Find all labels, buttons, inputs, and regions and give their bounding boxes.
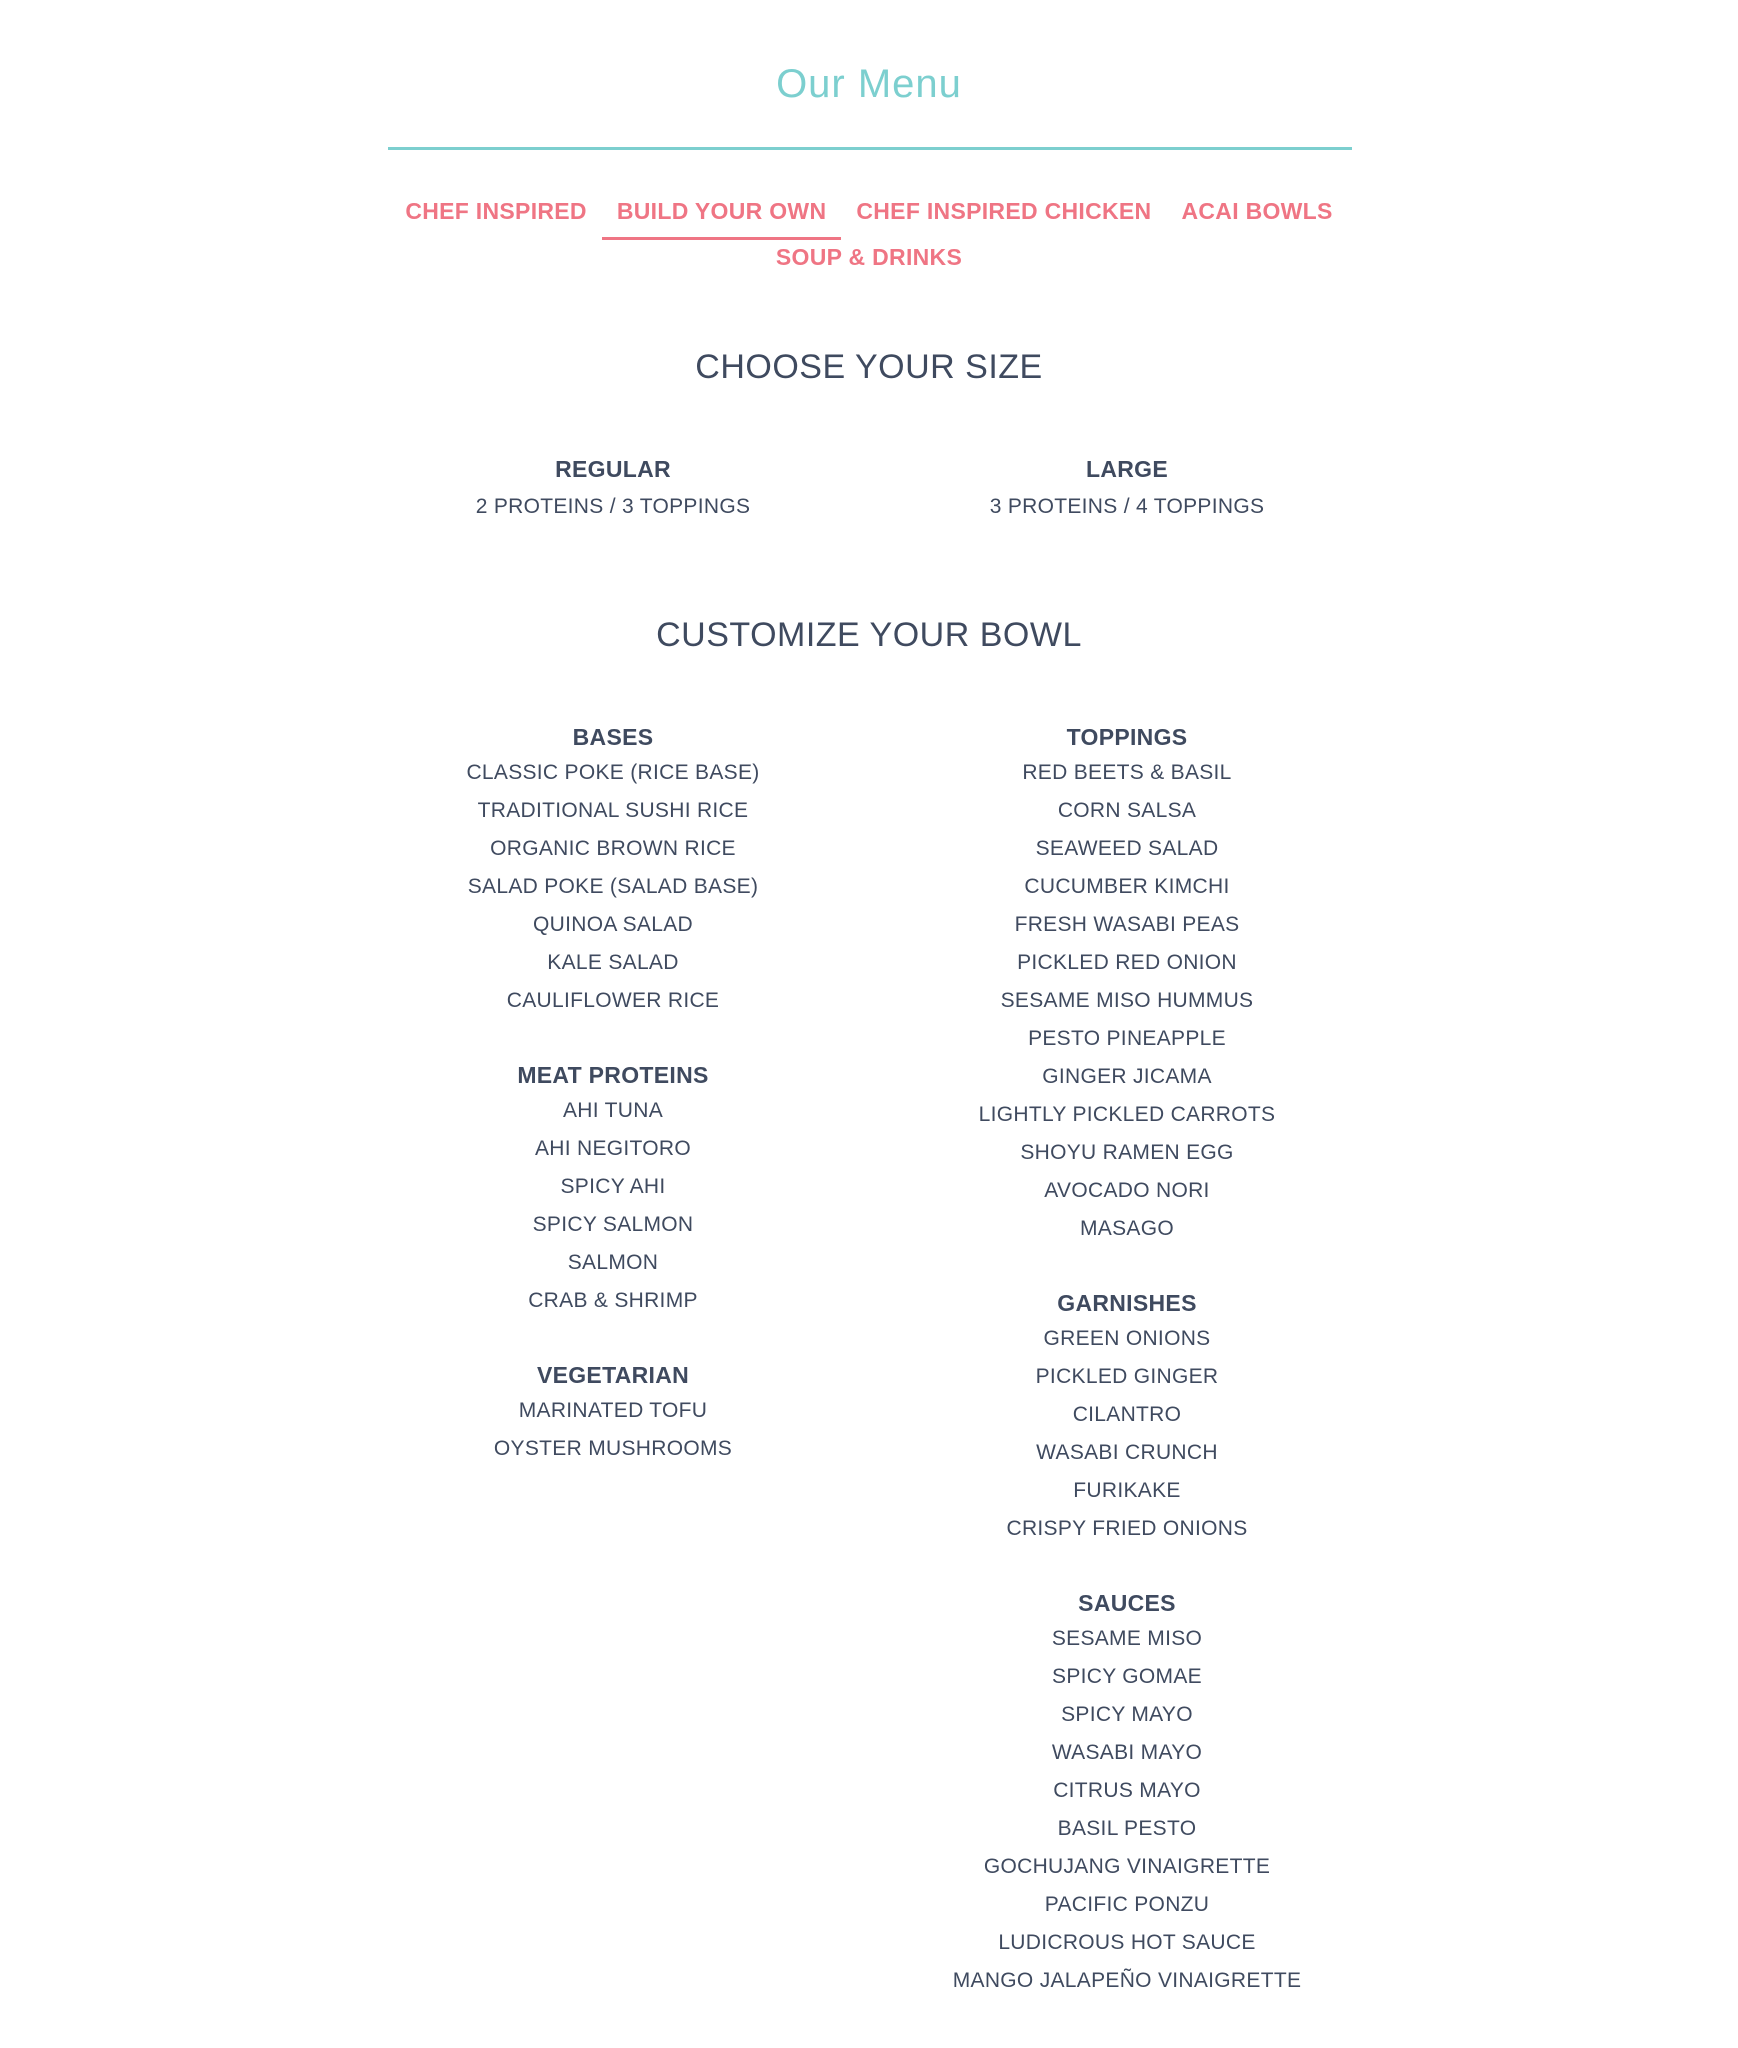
list-item: PACIFIC PONZU	[1044, 1893, 1210, 1916]
list-item: MARINATED TOFU	[518, 1399, 708, 1422]
list-item: MASAGO	[1080, 1217, 1174, 1240]
list-item: LUDICROUS HOT SAUCE	[998, 1931, 1256, 1954]
group-heading: TOPPINGS	[1066, 724, 1188, 750]
title-divider	[388, 147, 1352, 150]
list-item: GREEN ONIONS	[1043, 1327, 1211, 1350]
tab-chef-inspired[interactable]: CHEF INSPIRED	[405, 198, 587, 224]
list-item: AHI NEGITORO	[534, 1137, 692, 1160]
list-item: RED BEETS & BASIL	[1022, 761, 1232, 784]
list-item: CORN SALSA	[1057, 799, 1197, 822]
list-item: PESTO PINEAPPLE	[1028, 1027, 1226, 1050]
list-item: WASABI MAYO	[1051, 1741, 1203, 1764]
tab-acai-bowls[interactable]: ACAI BOWLS	[1181, 198, 1333, 224]
menu-tabs-row-2	[0, 244, 1738, 286]
group-heading: BASES	[572, 724, 654, 750]
list-item: FURIKAKE	[1073, 1479, 1181, 1502]
list-item: PICKLED GINGER	[1035, 1365, 1219, 1388]
list-item: WASABI CRUNCH	[1036, 1441, 1218, 1464]
list-item: SESAME MISO HUMMUS	[1000, 989, 1254, 1012]
customize-right-column	[867, 720, 1387, 2038]
list-item: SPICY AHI	[560, 1175, 666, 1198]
group-meat-proteins	[353, 1058, 873, 1320]
group-sauces	[867, 1586, 1387, 2000]
list-item: SALAD POKE (SALAD BASE)	[467, 875, 759, 898]
list-item: SHOYU RAMEN EGG	[1020, 1141, 1234, 1164]
size-large	[867, 456, 1387, 519]
group-heading: SAUCES	[1078, 1590, 1176, 1616]
list-item: CUCUMBER KIMCHI	[1024, 875, 1230, 898]
list-item: SPICY SALMON	[532, 1213, 694, 1236]
customize-heading: CUSTOMIZE YOUR BOWL	[656, 616, 1082, 654]
group-heading: GARNISHES	[1057, 1290, 1197, 1316]
size-regular	[353, 456, 873, 519]
list-item: FRESH WASABI PEAS	[1014, 913, 1240, 936]
list-item: SALMON	[567, 1251, 659, 1274]
list-item: SESAME MISO	[1051, 1627, 1203, 1650]
tab-chef-inspired-chicken[interactable]: CHEF INSPIRED CHICKEN	[856, 198, 1152, 224]
list-item: SPICY MAYO	[1061, 1703, 1193, 1726]
list-item: QUINOA SALAD	[533, 913, 693, 936]
group-bases	[353, 720, 873, 1020]
size-regular-desc: 2 PROTEINS / 3 TOPPINGS	[475, 495, 751, 518]
list-item: AHI TUNA	[562, 1099, 664, 1122]
list-item: KALE SALAD	[547, 951, 679, 974]
group-heading: VEGETARIAN	[536, 1362, 690, 1388]
size-large-desc: 3 PROTEINS / 4 TOPPINGS	[989, 495, 1265, 518]
customize-left-column	[353, 720, 873, 1506]
list-item: GINGER JICAMA	[1042, 1065, 1212, 1088]
page-title: Our Menu	[776, 62, 962, 106]
list-item: CILANTRO	[1072, 1403, 1182, 1426]
menu-tabs	[0, 198, 1738, 240]
list-item: GOCHUJANG VINAIGRETTE	[983, 1855, 1271, 1878]
list-item: CITRUS MAYO	[1053, 1779, 1201, 1802]
group-garnishes	[867, 1286, 1387, 1548]
list-item: BASIL PESTO	[1057, 1817, 1197, 1840]
size-large-name: LARGE	[1086, 456, 1168, 482]
choose-size-heading: CHOOSE YOUR SIZE	[695, 348, 1043, 386]
list-item: TRADITIONAL SUSHI RICE	[477, 799, 749, 822]
group-toppings	[867, 720, 1387, 1248]
list-item: ORGANIC BROWN RICE	[490, 837, 736, 860]
list-item: SEAWEED SALAD	[1035, 837, 1219, 860]
list-item: CRISPY FRIED ONIONS	[1006, 1517, 1248, 1540]
list-item: MANGO JALAPEÑO VINAIGRETTE	[952, 1969, 1302, 1992]
list-item: CRAB & SHRIMP	[528, 1289, 698, 1312]
list-item: AVOCADO NORI	[1044, 1179, 1210, 1202]
group-heading: MEAT PROTEINS	[517, 1062, 709, 1088]
list-item: OYSTER MUSHROOMS	[493, 1437, 733, 1460]
tab-soup-and-drinks[interactable]: SOUP & DRINKS	[775, 244, 963, 270]
group-vegetarian	[353, 1358, 873, 1468]
list-item: CAULIFLOWER RICE	[506, 989, 720, 1012]
tab-build-your-own[interactable]: BUILD YOUR OWN	[602, 198, 842, 240]
list-item: SPICY GOMAE	[1052, 1665, 1202, 1688]
size-regular-name: REGULAR	[555, 456, 671, 482]
list-item: LIGHTLY PICKLED CARROTS	[978, 1103, 1276, 1126]
list-item: CLASSIC POKE (RICE BASE)	[466, 761, 760, 784]
list-item: PICKLED RED ONION	[1017, 951, 1237, 974]
